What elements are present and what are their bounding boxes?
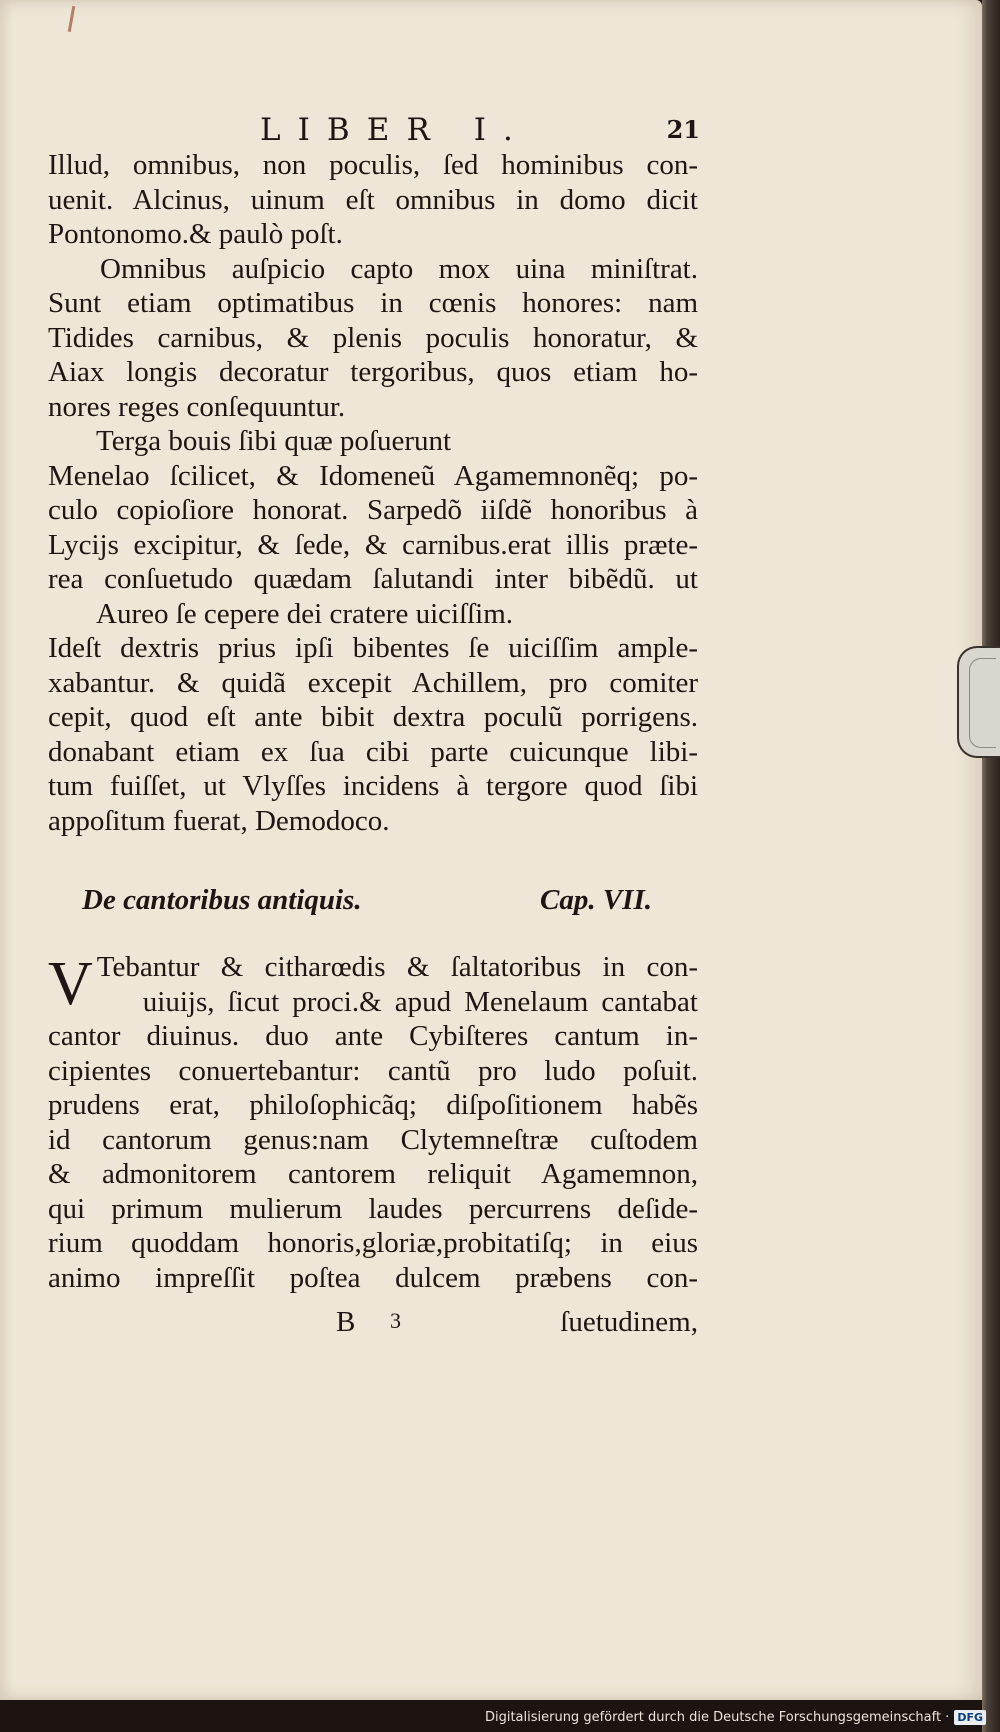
catchline (48, 1306, 698, 1342)
text-line: tum fuiſſet, ut Vlyſſes incidens à tergore quod ſibi (48, 770, 698, 802)
text-line: uiuijs, ſicut proci.& apud Menelaum cantabat (142, 985, 698, 1018)
text-line: Lycijs excipitur, & ſede, & carnibus.erat illis præte- (48, 528, 698, 561)
text-line: cantor diuinus. duo ante Cybiſteres cantum in- (48, 1020, 698, 1052)
chapter-heading (82, 884, 652, 924)
text-line: rium quoddam honoris,gloriæ,probitatiſq; in eius (48, 1227, 698, 1259)
signature-mark: B (336, 1306, 356, 1338)
text-line: culo copioſiore honorat. Sarpedõ iiſdẽ honoribus à (48, 494, 698, 526)
signature-number: 3 (390, 1308, 401, 1333)
verse-line: Terga bouis ſibi quæ poſuerunt (96, 425, 452, 457)
page-clip-inner (969, 658, 996, 748)
ink-mark (68, 6, 75, 32)
body-text (48, 148, 698, 838)
text-line: Sunt etiam optimatibus in cœnis honores: nam (48, 287, 698, 319)
text-line: appoſitum fuerat, Demodoco. (48, 804, 390, 837)
text-line: id cantorum genus:nam Clytemneſtræ cuſtodem (48, 1123, 698, 1156)
text-line: Ideſt dextris prius ipſi bibentes ſe uiciſſim ample- (48, 632, 698, 664)
chapter-text (48, 950, 698, 1295)
book-edge (982, 0, 1000, 1732)
page-clip (957, 646, 1000, 758)
text-line: Illud, omnibus, non poculis, ſed hominibus con- (48, 149, 698, 181)
text-line: Aiax longis decoratur tergoribus, quos etiam ho- (48, 356, 698, 388)
chapter-title: De cantoribus antiquis. (82, 884, 362, 916)
chapter-number: Cap. VII. (539, 884, 652, 916)
text-line: nores reges conſequuntur. (48, 390, 346, 423)
text-line: animo impreſſit poſtea dulcem præbens con- (48, 1261, 698, 1294)
running-title: LIBER I. (260, 112, 530, 148)
text-line: Menelao ſcilicet, & Idomeneũ Agamemnonẽq; po- (48, 459, 698, 492)
text-line: cepit, quod eſt ante bibit dextra poculũ porrigens. (48, 701, 698, 733)
verse-line: Aureo ſe cepere dei cratere uiciſſim. (96, 597, 514, 630)
page-number: 21 (666, 115, 700, 144)
page-header (50, 112, 700, 152)
text-line: cipientes conuertebantur: cantũ pro ludo poſuit. (48, 1054, 698, 1087)
catchword: ſuetudinem, (560, 1306, 698, 1338)
text-line: donabant etiam ex ſua cibi parte cuicunque libi- (48, 735, 698, 768)
text-line: rea conſuetudo quædam ſalutandi inter bibẽdũ. ut (48, 563, 698, 595)
verse-line: Omnibus auſpicio capto mox uina miniſtrat. (100, 252, 698, 285)
dfg-logo-icon: DFG (954, 1710, 986, 1725)
text-line: Tebantur & citharœdis & ſaltatoribus in con- (96, 951, 698, 983)
digitization-footer (485, 1704, 986, 1730)
text-line: uenit. Alcinus, uinum eſt omnibus in domo dicit (48, 183, 698, 216)
text-line: qui primum mulierum laudes percurrens deſide- (48, 1192, 698, 1225)
text-line: Tidides carnibus, & plenis poculis honoratur, & (48, 321, 698, 354)
drop-cap: V (48, 950, 93, 1018)
text-line: Pontonomo.& paulò poſt. (48, 218, 343, 250)
footer-credit: Digitalisierung gefördert durch die Deutsche Forschungsgemeinschaft · (484, 1709, 950, 1725)
text-line: xabantur. & quidã excepit Achillem, pro comiter (48, 666, 698, 699)
text-line: & admonitorem cantorem reliquit Agamemnon, (48, 1158, 698, 1190)
text-line: prudens erat, philoſophicãq; diſpoſitionem habẽs (48, 1089, 698, 1121)
